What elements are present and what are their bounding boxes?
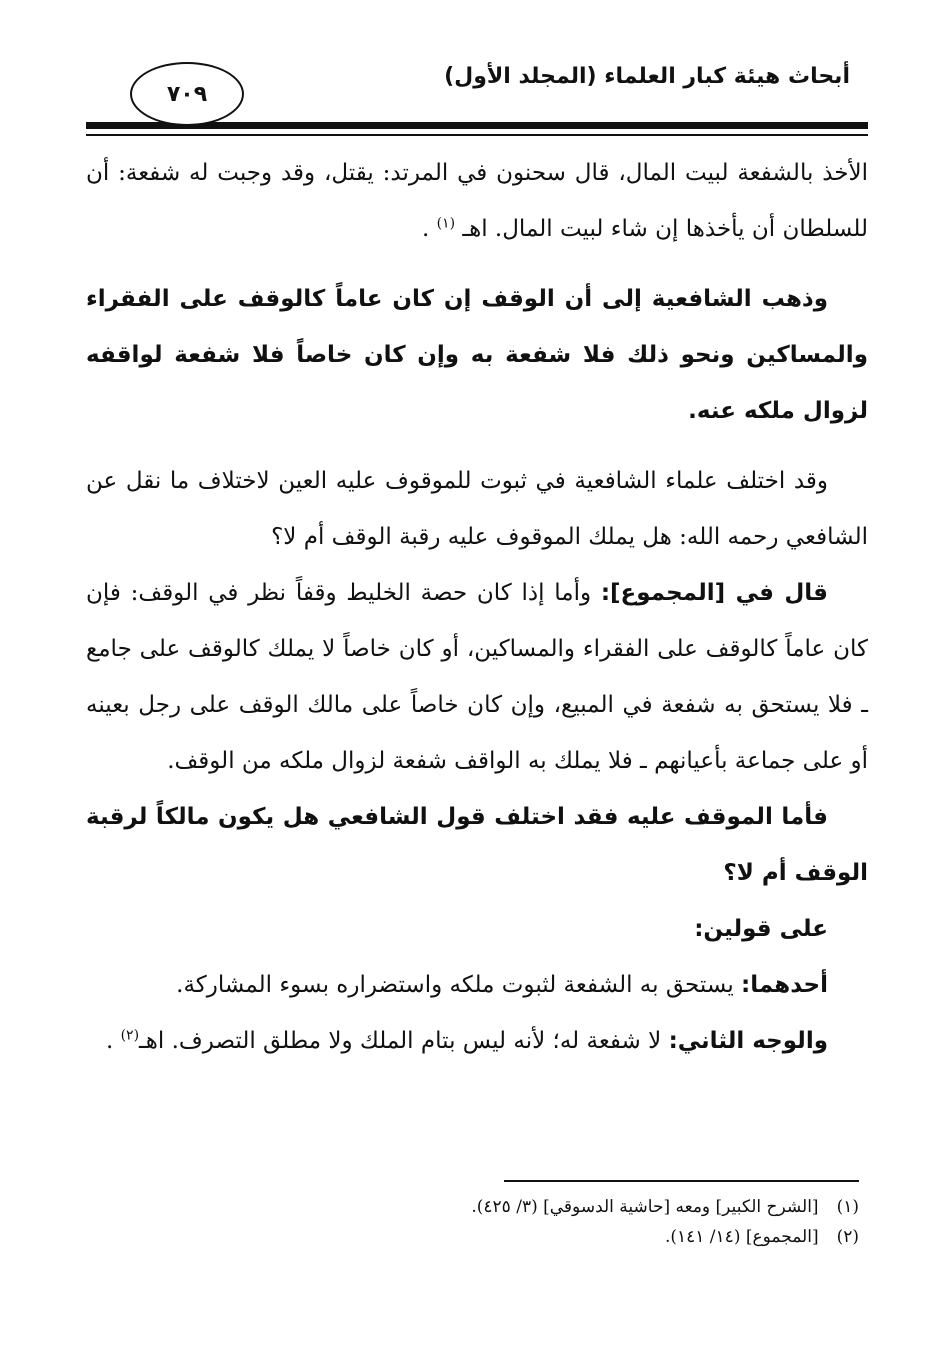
footnote-separator [504,1180,859,1182]
paragraph-6: على قولين: [694,916,828,942]
paragraph-4: قال في [المجموع]: وأما إذا كان حصة الخليط وقفاً نظر في الوقف: فإن كان عاماً كالوقف على الفقراء والمساكين، أو كان خاصاً لا يملك كالوقف على جامع ـ فلا يستحق به شفعة في المبيع، وإن كان خاصاً على مالك الوقف على رجل بعينه أو على جماعة بأعيانهم ـ فلا يملك به الواقف شفعة لزوال ملكه من الوقف. [86,580,868,774]
page-number: ٧٠٩ [130,62,244,126]
paragraph-8: والوجه الثاني: لا شفعة له؛ لأنه ليس بتام الملك ولا مطلق التصرف. اهـ$^{(٢)}$ . [105,1027,828,1054]
footnote-2 [77,1222,859,1252]
main-text [86,145,868,1069]
header-rule-thin [86,134,868,136]
footnote-number: (١) [836,1197,859,1217]
footnote-number: (٢) [836,1227,859,1247]
paragraph-3: وقد اختلف علماء الشافعية في ثبوت للموقوف عليه العين لاختلاف ما نقل عن الشافعي رحمه الله: هل يملك الموقوف عليه رقبة الوقف أم لا؟ [86,468,868,550]
footnote-1 [77,1192,859,1222]
footnote-ref-2[interactable]: (٢) [120,1027,140,1044]
footnote-text: [الشرح الكبير] ومعه [حاشية الدسوقي] (٣/ ٤٢٥). [471,1197,819,1217]
footnote-ref-1[interactable]: (١) [436,215,456,232]
paragraph-2: وذهب الشافعية إلى أن الوقف إن كان عاماً كالوقف على الفقراء والمساكين ونحو ذلك فلا شفعة به وإن كان خاصاً فلا شفعة لواقفه لزوال ملكه عنه. [86,286,868,424]
paragraph-1: الأخذ بالشفعة لبيت المال، قال سحنون في المرتد: يقتل، وقد وجبت له شفعة: أن للسلطان أن يأخذها إن شاء لبيت المال. اهـ $^{(١)}$ . [86,160,868,242]
running-title: أبحاث هيئة كبار العلماء (المجلد الأول) [444,64,850,89]
footnotes [77,1192,859,1252]
paragraph-5: فأما الموقف عليه فقد اختلف قول الشافعي هل يكون مالكاً لرقبة الوقف أم لا؟ [86,804,868,886]
paragraph-7: أحدهما: يستحق به الشفعة لثبوت ملكه واستضراره بسوء المشاركة. [176,972,828,998]
footnote-text: [المجموع] (١٤/ ١٤١). [664,1227,819,1247]
